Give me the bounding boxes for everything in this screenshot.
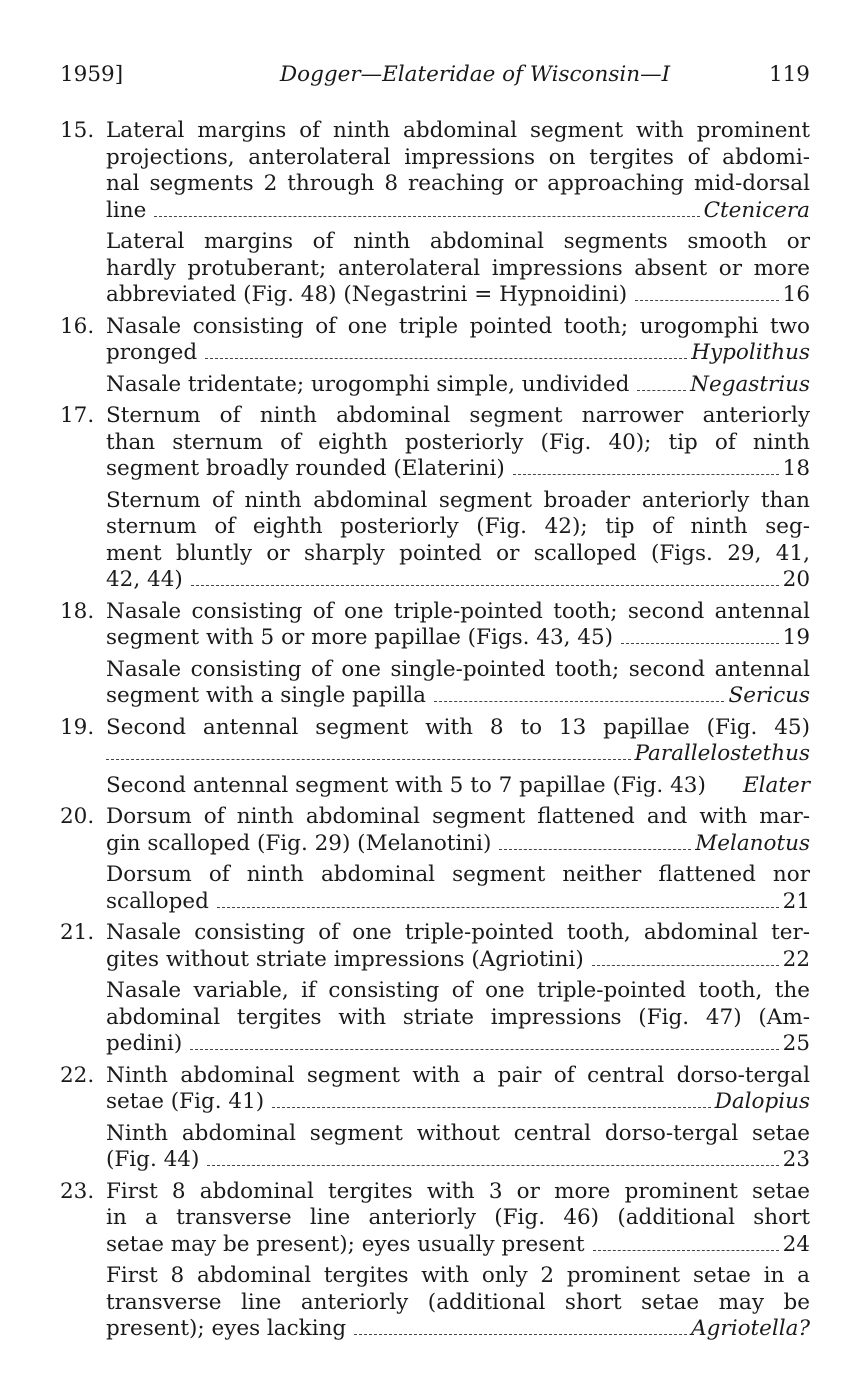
couplet-reference: 23 bbox=[782, 1147, 810, 1172]
key-text-line: pronged bbox=[106, 340, 198, 365]
key-couplet bbox=[60, 1179, 810, 1343]
key-final-line bbox=[106, 1089, 810, 1116]
genus-name: Dalopius bbox=[714, 1089, 810, 1114]
genus-name: Agriotella? bbox=[691, 1316, 810, 1341]
key-text-line: segment broadly rounded (Elaterini) bbox=[106, 456, 505, 481]
dotted-leader bbox=[207, 1165, 778, 1166]
key-alternative bbox=[106, 804, 810, 857]
couplet-reference: 24 bbox=[782, 1231, 810, 1257]
key-alternative bbox=[106, 372, 810, 399]
couplet-number: 17. bbox=[60, 403, 95, 428]
dotted-leader bbox=[635, 300, 778, 301]
key-text-line: Sternum of ninth abdominal segment broader anteriorly than bbox=[106, 487, 810, 513]
key-final-line bbox=[106, 1316, 810, 1343]
key-text-line: Nasale tridentate; urogomphi simple, undivided bbox=[106, 371, 630, 397]
key-alternative bbox=[106, 773, 810, 800]
dotted-leader bbox=[354, 1334, 687, 1335]
couplet-reference: 25 bbox=[782, 1031, 810, 1056]
couplet-reference: 20 bbox=[782, 567, 810, 592]
couplet-number: 22. bbox=[60, 1062, 95, 1088]
key-final-line bbox=[106, 282, 810, 309]
key-couplet bbox=[60, 118, 810, 309]
key-text-line: Dorsum of ninth abdominal segment flattened and with mar- bbox=[106, 804, 810, 829]
key-final-line bbox=[106, 1147, 810, 1174]
key-final-line bbox=[106, 1232, 810, 1259]
key-text-line: (Fig. 44) bbox=[106, 1147, 200, 1172]
dotted-leader bbox=[205, 358, 687, 359]
key-text-line: Nasale consisting of one triple pointed tooth; urogomphi two bbox=[106, 313, 810, 339]
key-text-line: in a transverse line anteriorly (Fig. 46) (additional short bbox=[106, 1205, 810, 1230]
key-final-line bbox=[106, 773, 810, 800]
key-text-line: First 8 abdominal tergites with only 2 prominent setae in a bbox=[106, 1263, 810, 1288]
key-text-line: Dorsum of ninth abdominal segment neither flattened nor bbox=[106, 862, 810, 887]
key-text-line: gin scalloped (Fig. 29) (Melanotini) bbox=[106, 830, 492, 856]
key-text-line: Lateral margins of ninth abdominal segment with prominent bbox=[106, 118, 810, 143]
key-alternative bbox=[106, 657, 810, 710]
key-text-line: projections, anterolateral impressions on tergites of abdomi- bbox=[106, 144, 810, 170]
header-title: Dogger—Elateridae of Wisconsin—I bbox=[279, 62, 671, 87]
key-text-line: Second antennal segment with 5 to 7 papillae (Fig. 43) bbox=[106, 772, 706, 798]
couplet-reference: 22 bbox=[782, 946, 810, 972]
key-text-line: setae may be present); eyes usually present bbox=[106, 1231, 585, 1257]
genus-name: Sericus bbox=[728, 683, 810, 708]
key-final-line bbox=[106, 889, 810, 916]
key-alternative bbox=[106, 920, 810, 973]
key-couplet bbox=[60, 920, 810, 1058]
dotted-leader bbox=[191, 585, 779, 586]
key-alternative bbox=[106, 862, 810, 915]
key-couplet bbox=[60, 403, 810, 594]
key-final-line bbox=[106, 683, 810, 710]
genus-name: Hypolithus bbox=[691, 340, 810, 365]
key-text-line: than sternum of eighth posteriorly (Fig. 40); tip of ninth bbox=[106, 429, 810, 455]
key-final-line bbox=[106, 456, 810, 483]
key-couplet bbox=[60, 1063, 810, 1174]
key-text-line: ment bluntly or sharply pointed or scalloped (Figs. 29, 41, bbox=[106, 540, 810, 566]
genus-name: Parallelostethus bbox=[634, 741, 810, 766]
key-text-line: setae (Fig. 41) bbox=[106, 1089, 265, 1114]
key-text-line: pedini) bbox=[106, 1031, 183, 1056]
key-text-line: Nasale consisting of one triple-pointed tooth, abdominal ter- bbox=[106, 920, 810, 945]
key-final-line bbox=[106, 741, 810, 768]
key-text-line: Ninth abdominal segment with a pair of central dorso-tergal bbox=[106, 1062, 810, 1088]
couplet-reference: 16 bbox=[782, 282, 810, 307]
key-alternative bbox=[106, 1121, 810, 1174]
dotted-leader bbox=[434, 701, 725, 702]
key-text-line: 42, 44) bbox=[106, 567, 183, 592]
key-text-line: Second antennal segment with 8 to 13 papillae (Fig. 45) bbox=[106, 714, 810, 740]
page-number: 119 bbox=[768, 62, 810, 87]
dotted-leader bbox=[592, 965, 779, 966]
key-text-line: scalloped bbox=[106, 888, 209, 914]
couplet-number: 23. bbox=[60, 1178, 95, 1204]
key-text-line: abbreviated (Fig. 48) (Negastrini = Hypnoidini) bbox=[106, 282, 628, 307]
dotted-leader bbox=[637, 390, 686, 391]
key-text-line: Sternum of ninth abdominal segment narrower anteriorly bbox=[106, 403, 810, 428]
genus-name: Negastrius bbox=[690, 371, 810, 397]
key-couplet bbox=[60, 314, 810, 399]
key-alternative bbox=[106, 314, 810, 367]
identification-key bbox=[60, 115, 810, 1348]
key-text-line: Nasale variable, if consisting of one triple-pointed tooth, the bbox=[106, 978, 810, 1003]
key-final-line bbox=[106, 198, 810, 225]
key-text-line: abdominal tergites with striate impressions (Fig. 47) (Am- bbox=[106, 1004, 810, 1030]
header-year: 1959] bbox=[60, 62, 124, 87]
key-couplet bbox=[60, 715, 810, 800]
key-final-line bbox=[106, 340, 810, 367]
dotted-leader bbox=[513, 474, 779, 475]
key-alternative bbox=[106, 229, 810, 309]
key-text-line: hardly protuberant; anterolateral impressions absent or more bbox=[106, 255, 810, 281]
couplet-number: 19. bbox=[60, 714, 95, 740]
couplet-number: 20. bbox=[60, 804, 95, 829]
key-alternative bbox=[106, 403, 810, 483]
couplet-number: 15. bbox=[60, 118, 95, 143]
couplet-number: 16. bbox=[60, 313, 95, 339]
key-alternative bbox=[106, 1179, 810, 1259]
dotted-leader bbox=[272, 1107, 710, 1108]
couplet-number: 21. bbox=[60, 920, 95, 945]
key-text-line: nal segments 2 through 8 reaching or approaching mid-dorsal bbox=[106, 171, 810, 196]
dotted-leader bbox=[190, 1049, 778, 1050]
key-text-line: Nasale consisting of one single-pointed tooth; second antennal bbox=[106, 656, 810, 682]
key-final-line bbox=[106, 625, 810, 652]
genus-name: Melanotus bbox=[695, 830, 810, 856]
key-text-line: present); eyes lacking bbox=[106, 1316, 347, 1341]
dotted-leader bbox=[217, 907, 779, 908]
key-text-line: segment with a single papilla bbox=[106, 683, 426, 708]
key-final-line bbox=[106, 372, 810, 399]
couplet-reference: 21 bbox=[782, 888, 810, 914]
dotted-leader bbox=[106, 759, 631, 760]
key-final-line bbox=[106, 1031, 810, 1058]
dotted-leader bbox=[621, 643, 779, 644]
key-text-line: Ninth abdominal segment without central dorso-tergal setae bbox=[106, 1120, 810, 1146]
couplet-reference: 18 bbox=[782, 456, 810, 481]
key-alternative bbox=[106, 978, 810, 1058]
key-text-line: line bbox=[106, 197, 147, 223]
genus-name: Elater bbox=[742, 772, 810, 798]
couplet-number: 18. bbox=[60, 598, 95, 624]
key-text-line: Nasale consisting of one triple-pointed tooth; second antennal bbox=[106, 598, 810, 624]
genus-name: Ctenicera bbox=[703, 197, 810, 223]
key-couplet bbox=[60, 804, 810, 915]
key-alternative bbox=[106, 599, 810, 652]
key-alternative bbox=[106, 488, 810, 594]
dotted-leader bbox=[593, 1250, 779, 1251]
key-text-line: segment with 5 or more papillae (Figs. 43, 45) bbox=[106, 625, 614, 650]
key-final-line bbox=[106, 947, 810, 974]
running-header bbox=[60, 62, 810, 90]
key-alternative bbox=[106, 118, 810, 224]
dotted-leader bbox=[154, 216, 699, 217]
key-final-line bbox=[106, 567, 810, 594]
key-alternative bbox=[106, 1063, 810, 1116]
couplet-reference: 19 bbox=[782, 625, 810, 650]
key-couplet bbox=[60, 599, 810, 710]
key-alternative bbox=[106, 715, 810, 768]
key-text-line: First 8 abdominal tergites with 3 or more prominent setae bbox=[106, 1178, 810, 1204]
key-alternative bbox=[106, 1263, 810, 1343]
key-text-line: gites without striate impressions (Agriotini) bbox=[106, 946, 584, 972]
dotted-leader bbox=[499, 849, 691, 850]
key-final-line bbox=[106, 831, 810, 858]
key-text-line: sternum of eighth posteriorly (Fig. 42); tip of ninth seg- bbox=[106, 514, 810, 539]
key-text-line: transverse line anteriorly (additional short setae may be bbox=[106, 1289, 810, 1315]
key-text-line: Lateral margins of ninth abdominal segments smooth or bbox=[106, 229, 810, 254]
